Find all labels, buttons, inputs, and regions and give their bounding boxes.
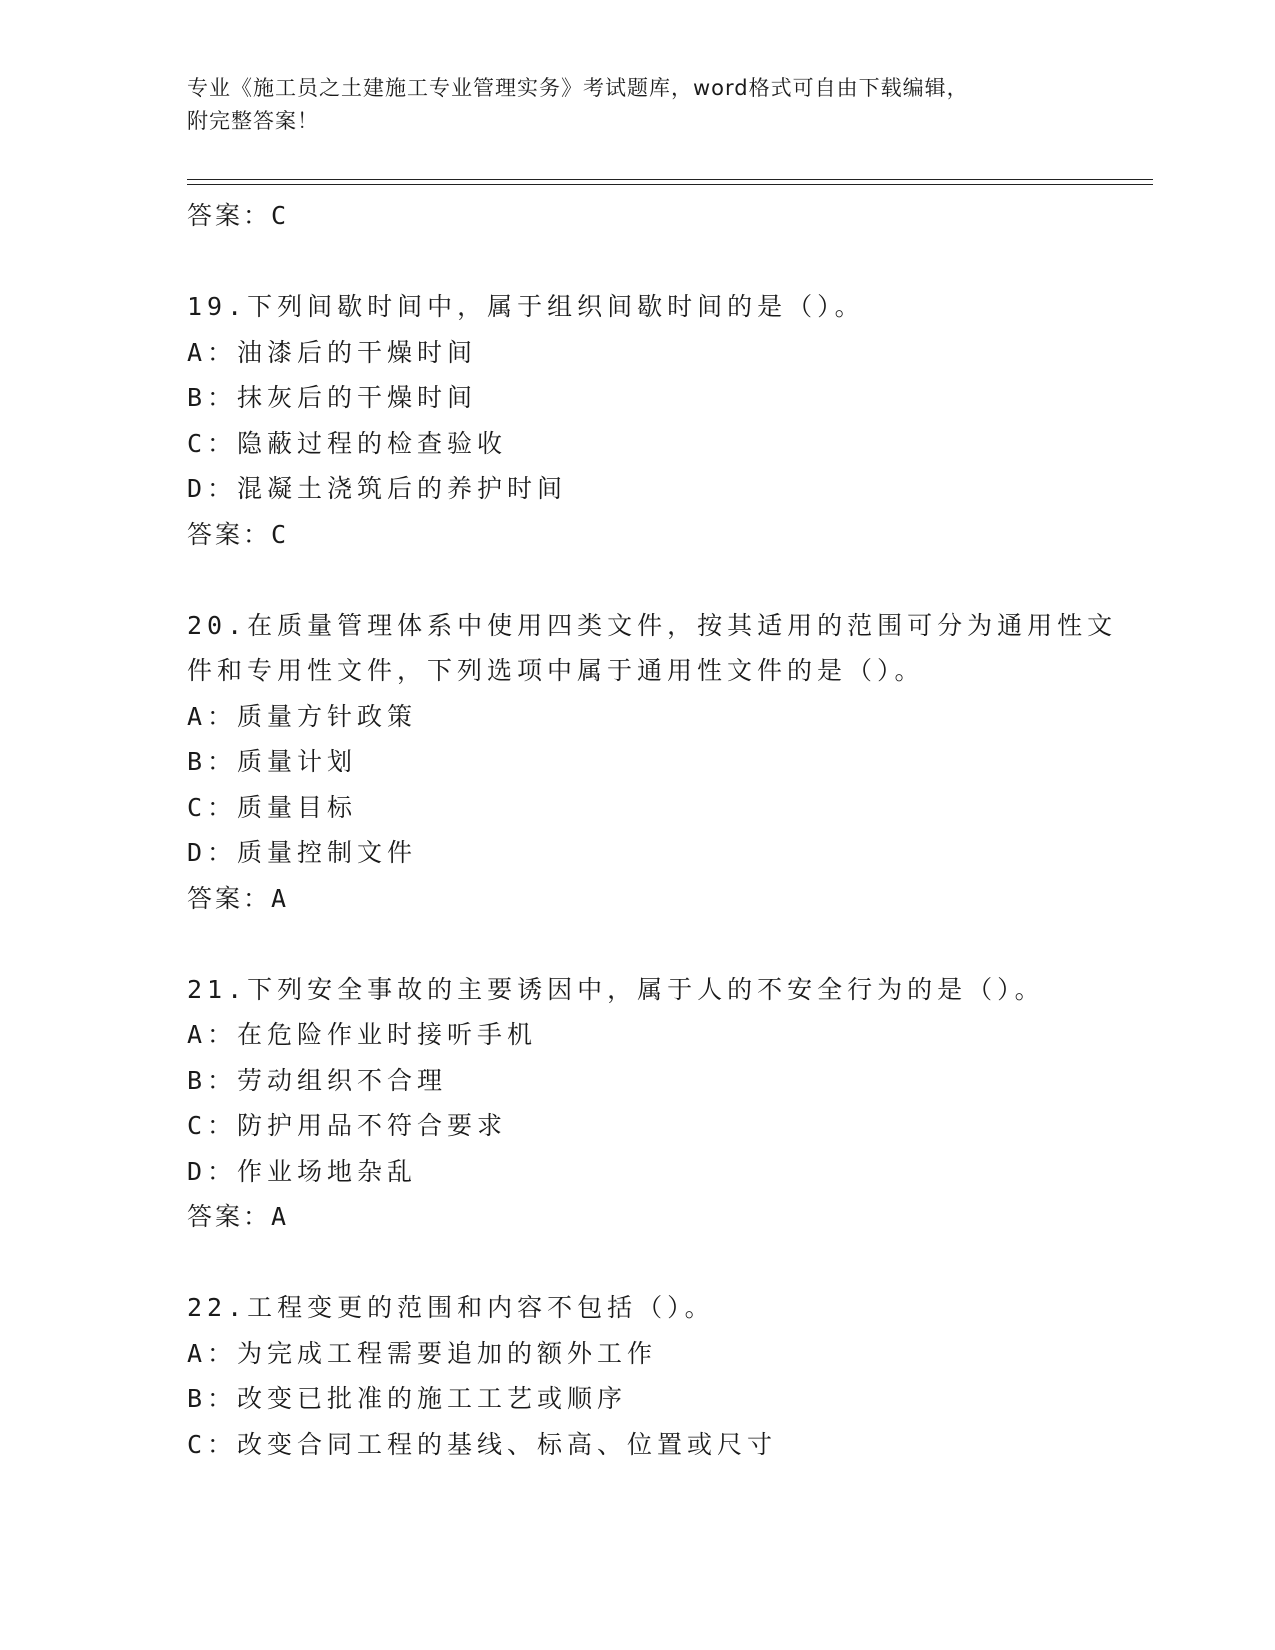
question-text: 20.在质量管理体系中使用四类文件，按其适用的范围可分为通用性文 — [187, 610, 1118, 640]
answer-value: A — [271, 883, 290, 913]
option-a: A：在危险作业时接听手机 — [187, 1020, 538, 1049]
answer-value: A — [271, 1202, 290, 1231]
spacer — [187, 557, 1147, 603]
answer-label: 答案： — [187, 883, 272, 913]
answer-value: C — [271, 201, 290, 230]
option-a: A：质量方针政策 — [187, 701, 418, 731]
question-19 — [187, 284, 1147, 557]
spacer — [187, 921, 1147, 967]
answer-label: 答案： — [187, 519, 272, 549]
option-c: C：防护用品不符合要求 — [187, 1111, 508, 1140]
option-d: D：混凝土浇筑后的养护时间 — [187, 474, 568, 503]
header-divider-top — [187, 179, 1153, 180]
document-header — [187, 72, 1087, 138]
answer-label: 答案： — [187, 201, 272, 230]
question-text: 19.下列间歇时间中，属于组织间歇时间的是（）。 — [187, 292, 865, 321]
option-c: C：质量目标 — [187, 792, 358, 822]
answer-line — [187, 512, 1147, 557]
option-b: B：改变已批准的施工工艺或顺序 — [187, 1384, 628, 1413]
spacer — [187, 238, 1147, 284]
header-divider-bottom — [187, 184, 1153, 185]
question-text-continued: 件和专用性文件，下列选项中属于通用性文件的是（）。 — [187, 656, 925, 685]
answer-label: 答案： — [187, 1202, 272, 1231]
question-21 — [187, 967, 1147, 1240]
spacer — [187, 1239, 1147, 1285]
previous-answer — [187, 193, 1147, 238]
option-d: D：质量控制文件 — [187, 838, 418, 867]
header-line-1: 专业《施工员之土建施工专业管理实务》考试题库，word格式可自由下载编辑， — [187, 76, 969, 100]
option-a: A：为完成工程需要追加的额外工作 — [187, 1338, 658, 1368]
option-b: B：抹灰后的干燥时间 — [187, 383, 478, 412]
question-text: 21.下列安全事故的主要诱因中，属于人的不安全行为的是（）。 — [187, 974, 1045, 1004]
option-b: B：质量计划 — [187, 747, 358, 776]
header-line-2: 附完整答案！ — [187, 109, 319, 133]
question-22 — [187, 1285, 1147, 1467]
option-b: B：劳动组织不合理 — [187, 1065, 448, 1095]
answer-line — [187, 1194, 1147, 1239]
answer-line — [187, 876, 1147, 921]
option-c: C：隐蔽过程的检查验收 — [187, 428, 508, 458]
option-a: A：油漆后的干燥时间 — [187, 337, 478, 367]
option-d: D：作业场地杂乱 — [187, 1156, 418, 1186]
answer-value: C — [271, 519, 290, 549]
question-20 — [187, 603, 1147, 921]
question-text: 22.工程变更的范围和内容不包括（）。 — [187, 1293, 715, 1322]
question-list — [187, 193, 1147, 1467]
option-c: C：改变合同工程的基线、标高、位置或尺寸 — [187, 1429, 778, 1459]
